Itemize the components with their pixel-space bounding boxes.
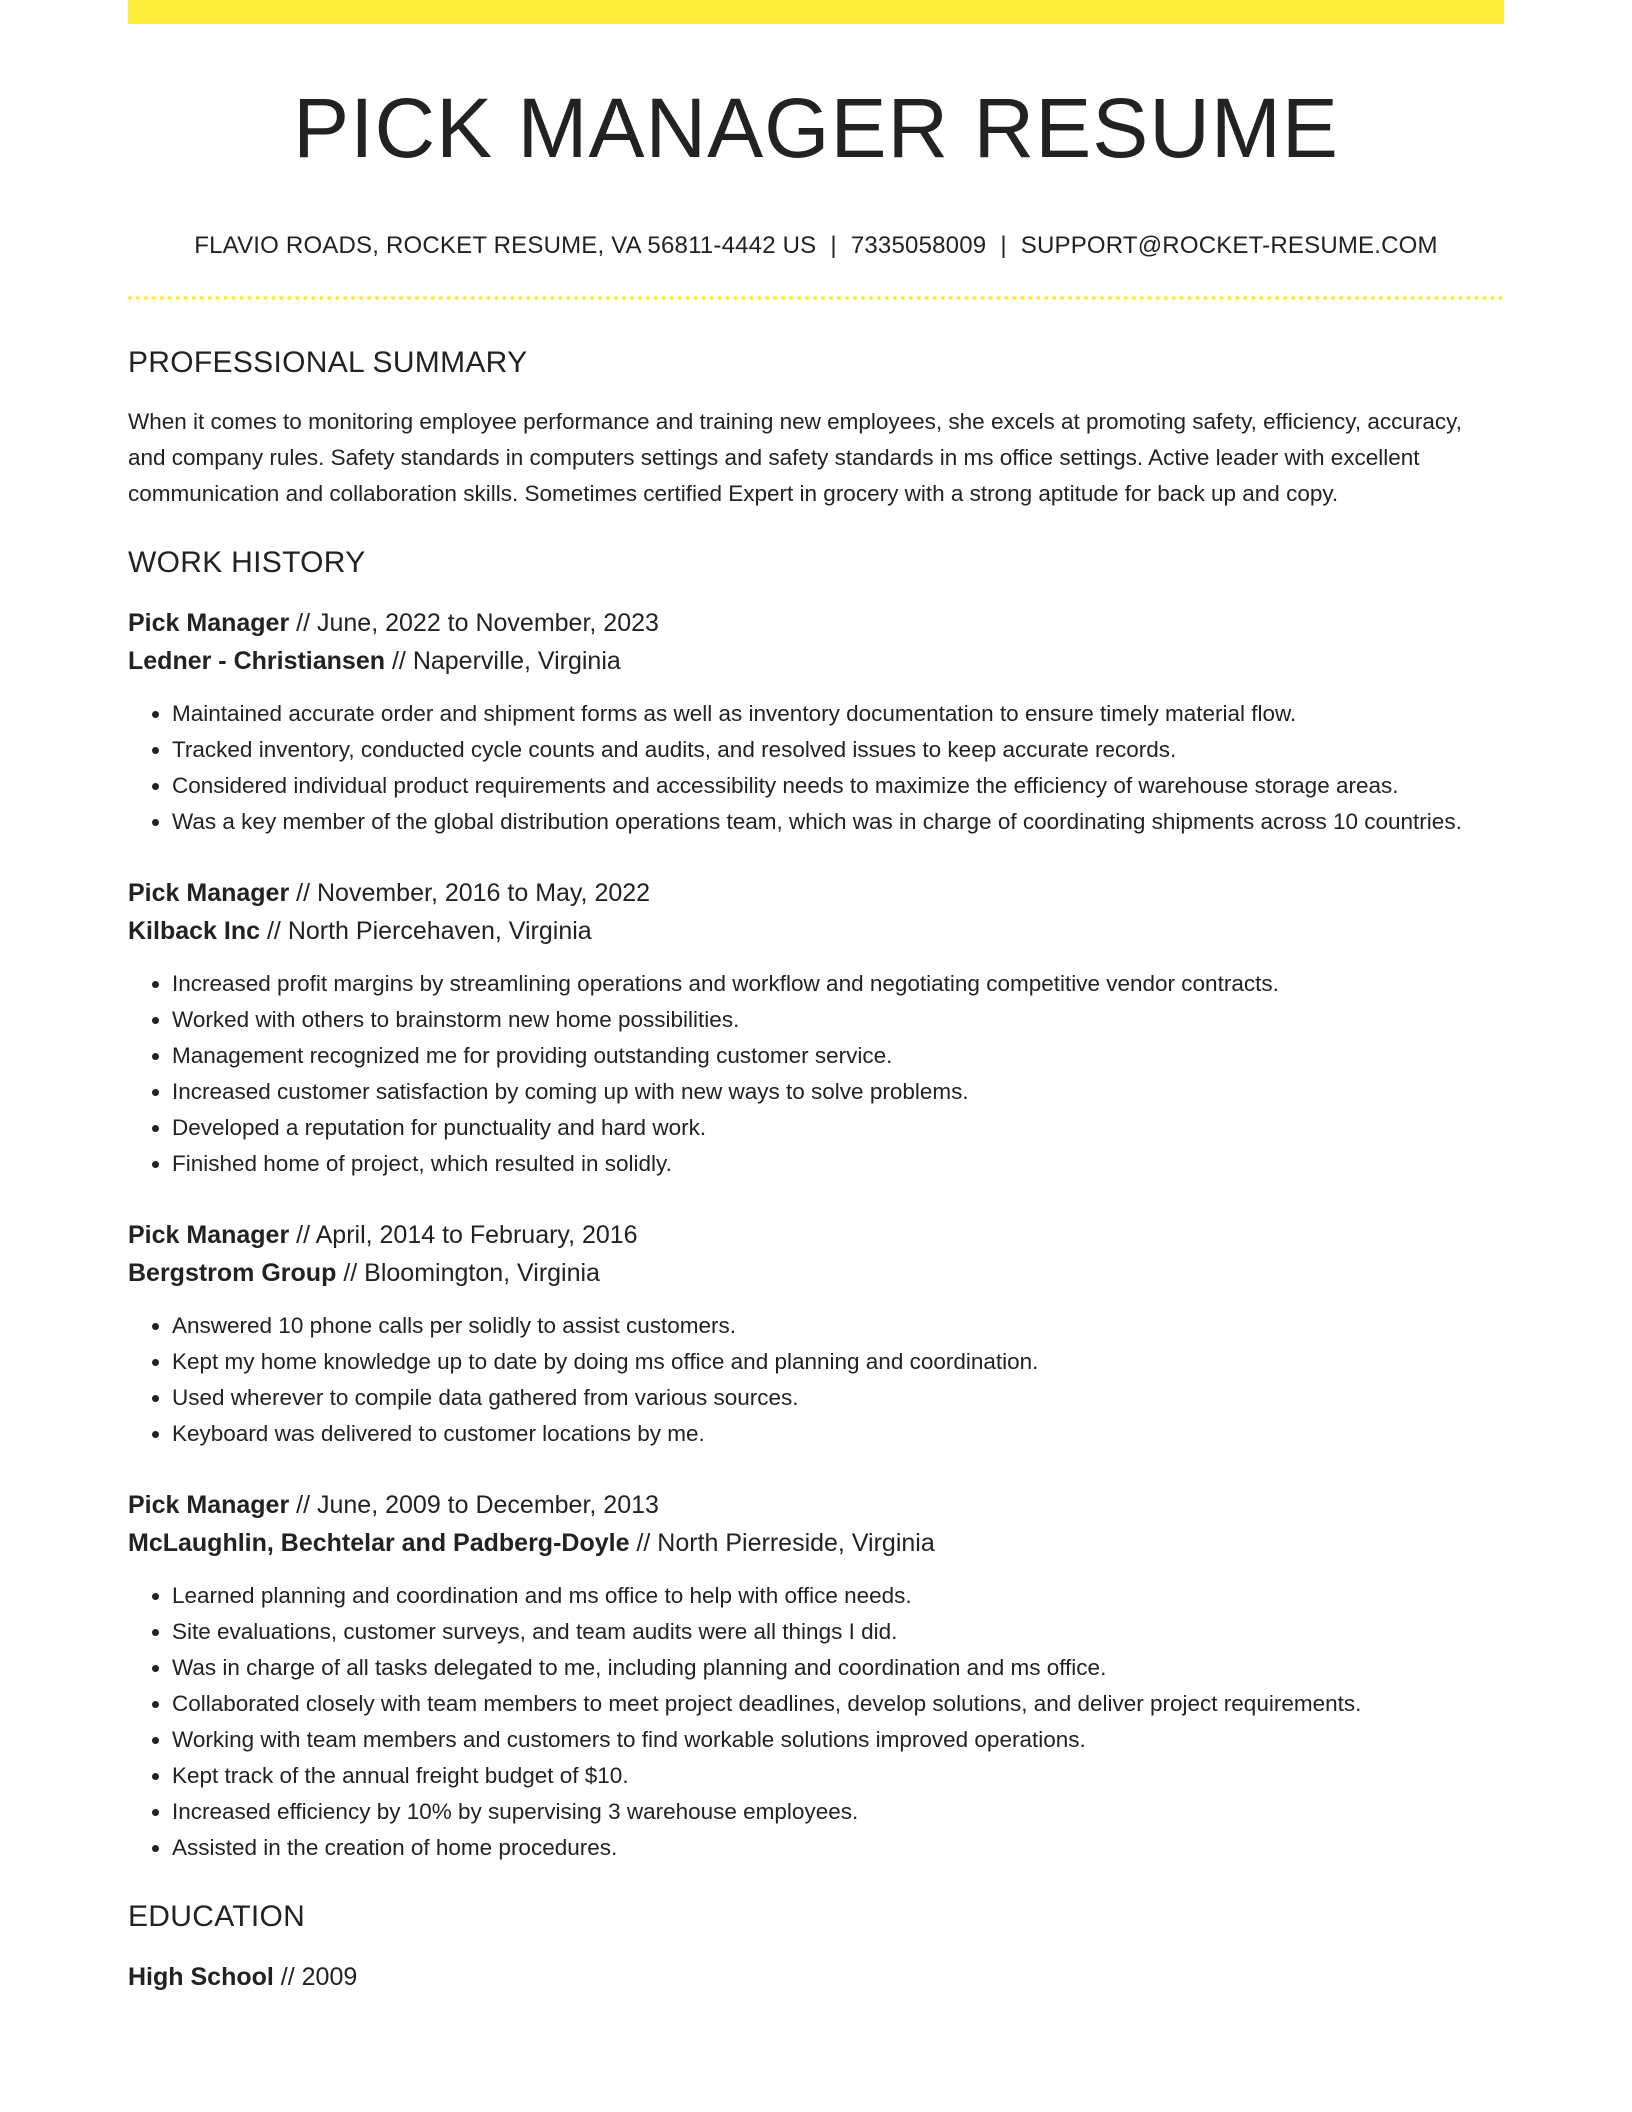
job-location: Naperville, Virginia (412, 647, 621, 675)
summary-text: When it comes to monitoring employee performance and training new employees, she excels at promoting safety, efficiency, accuracy, and company rules. Safety standards in computers settings and safety standards in ms office settings. Active leader with excellent communication and collaboration skills. Sometimes certified Expert in grocery with a strong aptitude for back up and copy. (128, 409, 1462, 506)
education-divider: // (280, 1963, 295, 1991)
job-company-line (128, 912, 1504, 950)
job-dates: April, 2014 to February, 2016 (315, 1221, 638, 1249)
job-title: Pick Manager (128, 1221, 290, 1249)
list-item: • Tracked inventory, conducted cycle counts and audits, and resolved issues to keep accurate records. (172, 732, 1504, 768)
job-dates: June, 2022 to November, 2023 (317, 609, 659, 637)
list-item: • Maintained accurate order and shipment forms as well as inventory documentation to ensure timely material flow. (172, 696, 1504, 732)
job-title: Pick Manager (128, 609, 290, 637)
job-bullets (128, 1578, 1504, 1866)
education-school: High School (128, 1963, 274, 1991)
list-item: • Collaborated closely with team members to meet project deadlines, develop solutions, and deliver project requirements. (172, 1686, 1504, 1722)
job-dates: June, 2009 to December, 2013 (317, 1491, 659, 1519)
list-item: • Considered individual product requirements and accessibility needs to maximize the efficiency of warehouse storage areas. (172, 768, 1504, 804)
list-item: • Worked with others to brainstorm new home possibilities. (172, 1002, 1504, 1038)
job-entry (128, 874, 1504, 1182)
job-location: Bloomington, Virginia (364, 1259, 600, 1287)
job-divider: // (296, 1221, 311, 1249)
job-location: North Piercehaven, Virginia (287, 917, 592, 945)
job-divider: // (636, 1529, 651, 1557)
job-bullets (128, 1308, 1504, 1452)
work-history-heading: WORK HISTORY (128, 546, 366, 579)
job-title-line (128, 1216, 1504, 1254)
list-item: • Learned planning and coordination and ms office to help with office needs. (172, 1578, 1504, 1614)
job-divider: // (343, 1259, 358, 1287)
dotted-divider (128, 296, 1504, 300)
job-company: Ledner - Christiansen (128, 647, 385, 675)
list-item: • Site evaluations, customer surveys, and team audits were all things I did. (172, 1614, 1504, 1650)
list-item: • Increased customer satisfaction by coming up with new ways to solve problems. (172, 1074, 1504, 1110)
list-item: • Increased efficiency by 10% by supervising 3 warehouse employees. (172, 1794, 1504, 1830)
list-item: • Used wherever to compile data gathered from various sources. (172, 1380, 1504, 1416)
list-item: • Kept my home knowledge up to date by doing ms office and planning and coordination. (172, 1344, 1504, 1380)
job-entry (128, 1216, 1504, 1452)
job-divider: // (296, 609, 311, 637)
job-dates: November, 2016 to May, 2022 (317, 879, 651, 907)
list-item: • Answered 10 phone calls per solidly to assist customers. (172, 1308, 1504, 1344)
contact-email: SUPPORT@ROCKET-RESUME.COM (1020, 232, 1438, 259)
job-company: Bergstrom Group (128, 1259, 337, 1287)
work-history-list (128, 604, 1504, 1866)
list-item: • Was in charge of all tasks delegated to me, including planning and coordination and ms office. (172, 1650, 1504, 1686)
contact-separator: | (830, 232, 837, 259)
job-divider: // (296, 1491, 311, 1519)
job-company-line (128, 1524, 1504, 1562)
job-company-line (128, 642, 1504, 680)
resume-title: PICK MANAGER RESUME (293, 81, 1339, 175)
job-divider: // (391, 647, 406, 675)
job-company-line (128, 1254, 1504, 1292)
job-title: Pick Manager (128, 879, 290, 907)
list-item: • Working with team members and customers to find workable solutions improved operations. (172, 1722, 1504, 1758)
job-entry (128, 604, 1504, 840)
education-year: 2009 (301, 1963, 358, 1991)
list-item: • Finished home of project, which resulted in solidly. (172, 1146, 1504, 1182)
job-company: Kilback Inc (128, 917, 260, 945)
summary-heading: PROFESSIONAL SUMMARY (128, 346, 528, 379)
job-bullets (128, 966, 1504, 1182)
contact-line (128, 232, 1504, 260)
top-accent-bar (128, 0, 1504, 24)
list-item: • Was a key member of the global distribution operations team, which was in charge of coordinating shipments across 10 countries. (172, 804, 1504, 840)
list-item: • Kept track of the annual freight budget of $10. (172, 1758, 1504, 1794)
job-divider: // (296, 879, 311, 907)
contact-phone: 7335058009 (850, 232, 987, 259)
list-item: • Management recognized me for providing outstanding customer service. (172, 1038, 1504, 1074)
list-item: • Developed a reputation for punctuality and hard work. (172, 1110, 1504, 1146)
job-title: Pick Manager (128, 1491, 290, 1519)
list-item: • Assisted in the creation of home procedures. (172, 1830, 1504, 1866)
list-item: • Keyboard was delivered to customer locations by me. (172, 1416, 1504, 1452)
job-divider: // (266, 917, 281, 945)
contact-separator: | (1000, 232, 1007, 259)
contact-address: FLAVIO ROADS, ROCKET RESUME, VA 56811-4442 US (194, 232, 817, 259)
job-title-line (128, 604, 1504, 642)
education-heading: EDUCATION (128, 1900, 306, 1933)
education-entry (128, 1958, 1504, 1996)
job-entry (128, 1486, 1504, 1866)
job-title-line (128, 874, 1504, 912)
job-company: McLaughlin, Bechtelar and Padberg-Doyle (128, 1529, 630, 1557)
resume-page (128, 0, 1504, 1996)
job-bullets (128, 696, 1504, 840)
job-location: North Pierreside, Virginia (657, 1529, 935, 1557)
list-item: • Increased profit margins by streamlining operations and workflow and negotiating competitive vendor contracts. (172, 966, 1504, 1002)
job-title-line (128, 1486, 1504, 1524)
